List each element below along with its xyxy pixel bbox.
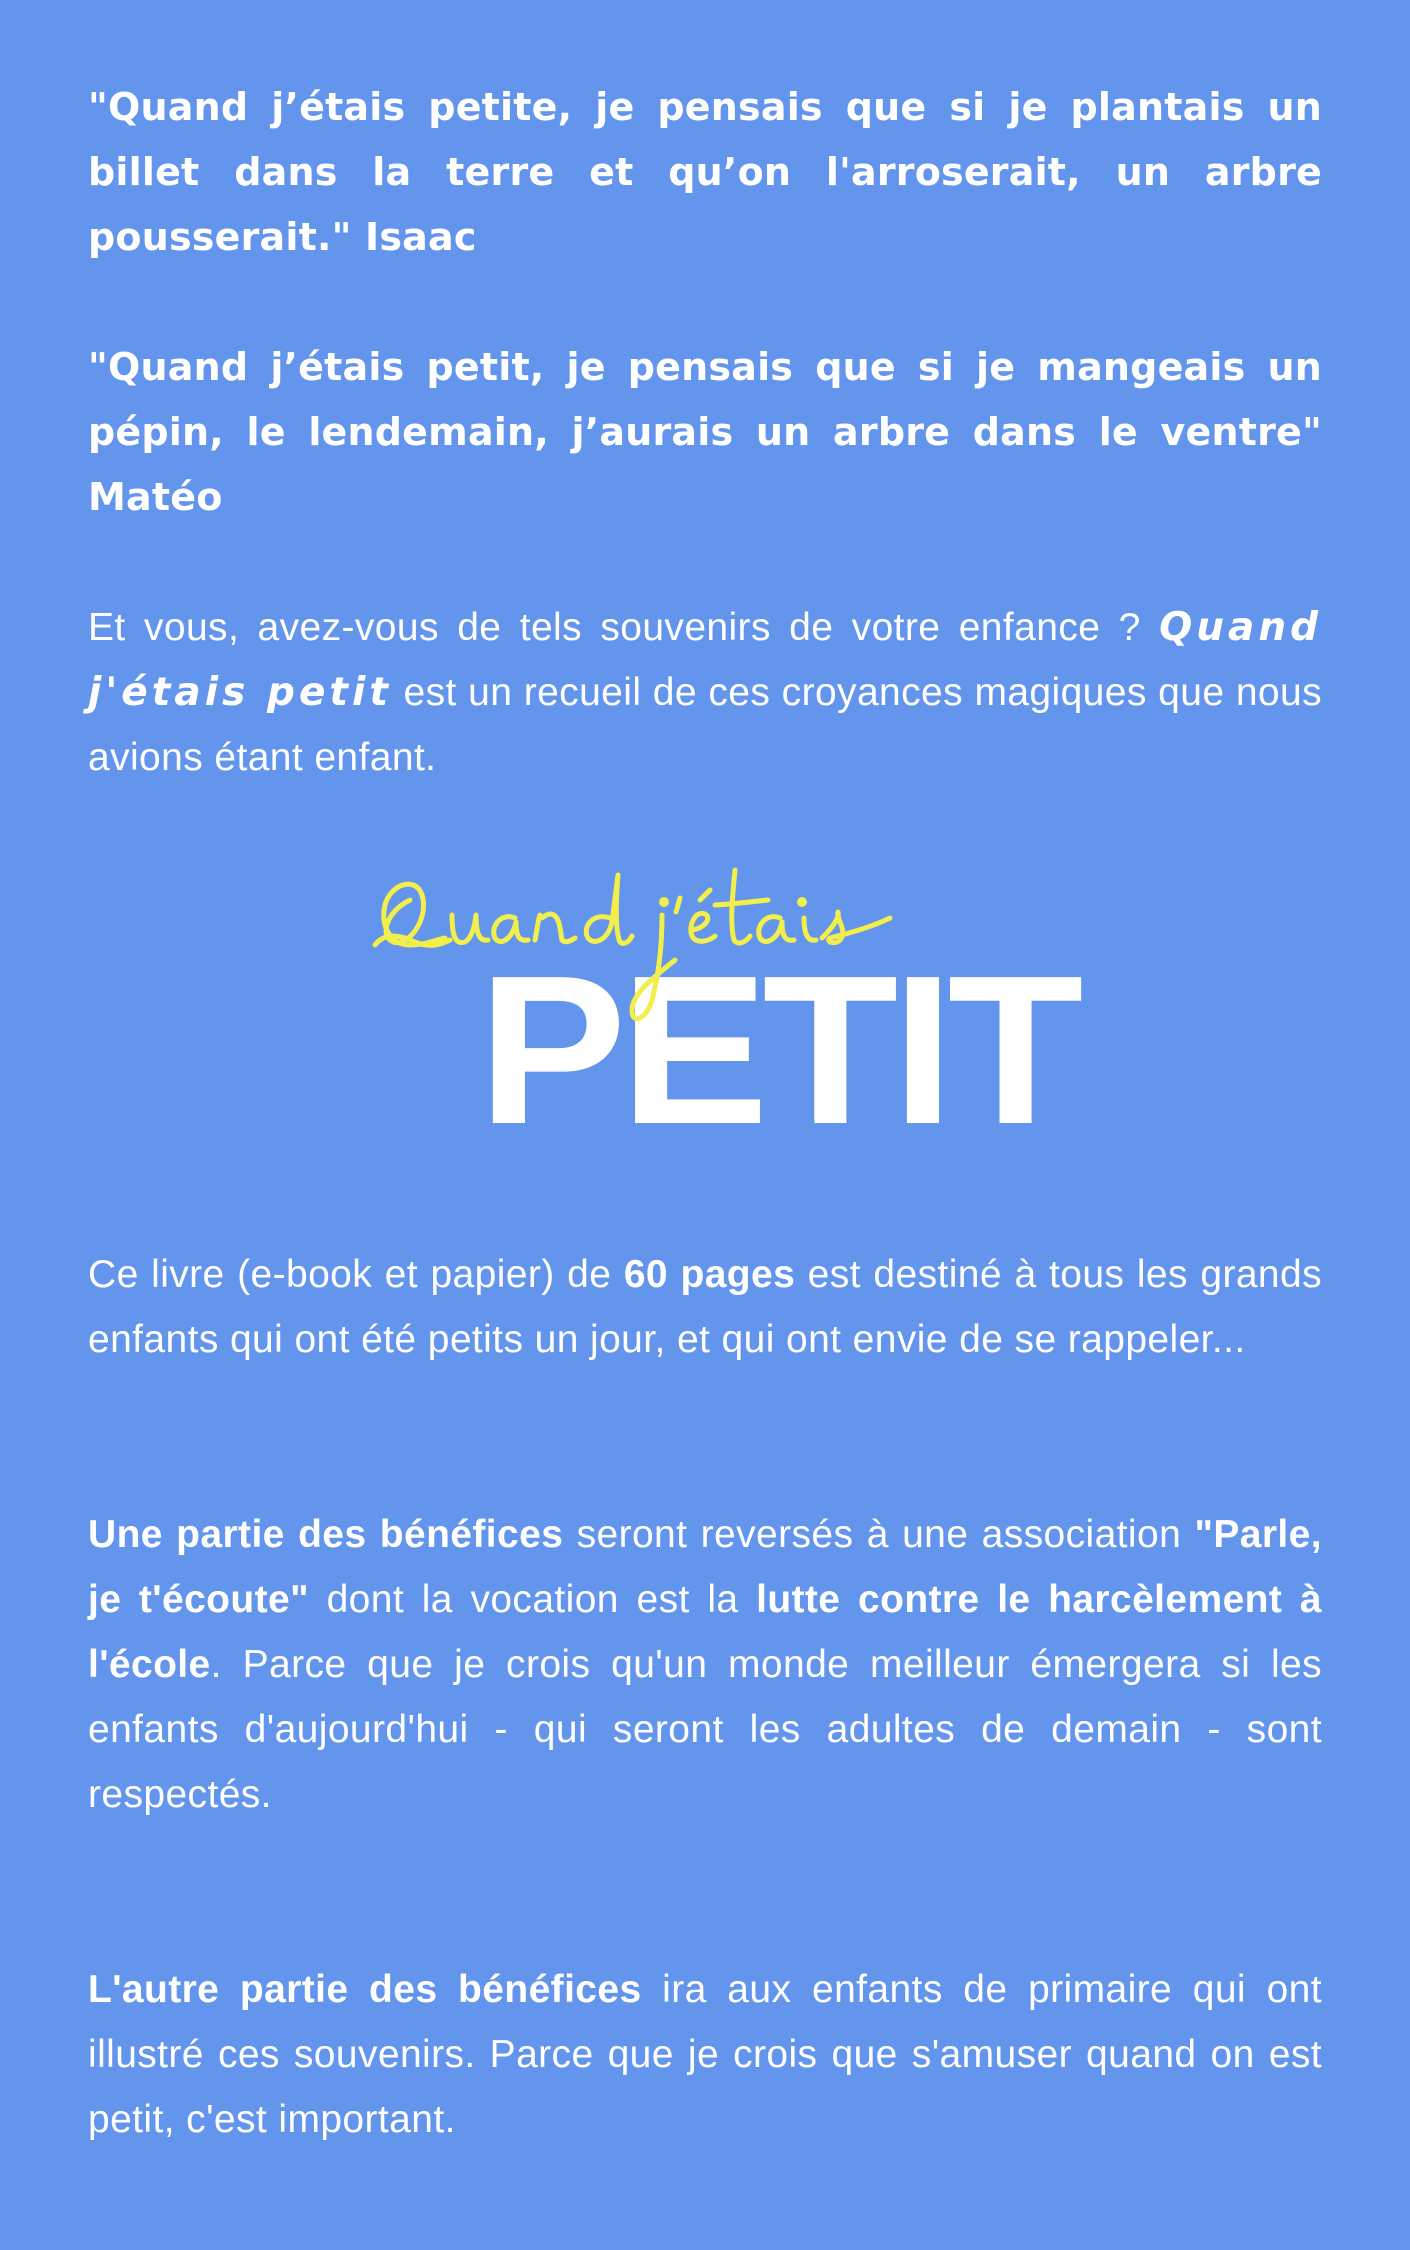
charity-text-1: seront reversés à une association bbox=[563, 1513, 1195, 1556]
quote-isaac: "Quand j’étais petite, je pensais que si je plantais un billet dans la terre et qu’on l'arroserait, un arbre pousserait." Isaac bbox=[88, 85, 1322, 259]
logo-main-text: PETIT bbox=[478, 931, 1078, 1168]
quote-mateo: "Quand j’étais petit, je pensais que si je mangeais un pépin, le lendemain, j’aurais un arbre dans le ventre" Matéo bbox=[88, 345, 1322, 519]
book-title-inline: Quand j'étais petit bbox=[88, 605, 1322, 715]
book-description-before: Ce livre (e-book et papier) de bbox=[88, 1253, 624, 1296]
intro-paragraph bbox=[88, 595, 1322, 790]
charity-paragraph bbox=[88, 1502, 1322, 1827]
charity-cause: lutte contre le harcèlement à l'école bbox=[88, 1578, 1322, 1686]
children-text: ira aux enfants de primaire qui ont illustré ces souvenirs. Parce que je crois que s'amuser quand on est petit, c'est important. bbox=[88, 1968, 1322, 2141]
children-paragraph bbox=[88, 1957, 1322, 2152]
charity-text-2: dont la vocation est la bbox=[308, 1578, 757, 1621]
charity-bold-1: Une partie des bénéfices bbox=[88, 1513, 564, 1556]
book-description-paragraph bbox=[88, 1242, 1322, 1372]
book-logo bbox=[370, 860, 1078, 1168]
intro-rest: est un recueil de ces croyances magiques que nous avions étant enfant. bbox=[88, 671, 1322, 779]
intro-question: Et vous, avez-vous de tels souvenirs de votre enfance ? bbox=[88, 606, 1141, 649]
logo-script-text bbox=[370, 860, 950, 1080]
children-bold: L'autre partie des bénéfices bbox=[88, 1968, 642, 2011]
book-description-after: est destiné à tous les grands enfants qui ont été petits un jour, et qui ont envie de se rappeler... bbox=[88, 1253, 1323, 1361]
charity-text-3: . Parce que je crois qu'un monde meilleur émergera si les enfants d'aujourd'hui - qui seront les adultes de demain - sont respectés. bbox=[88, 1643, 1322, 1816]
association-name: "Parle, je t'écoute" bbox=[88, 1513, 1322, 1621]
page-count: 60 pages bbox=[623, 1253, 796, 1296]
